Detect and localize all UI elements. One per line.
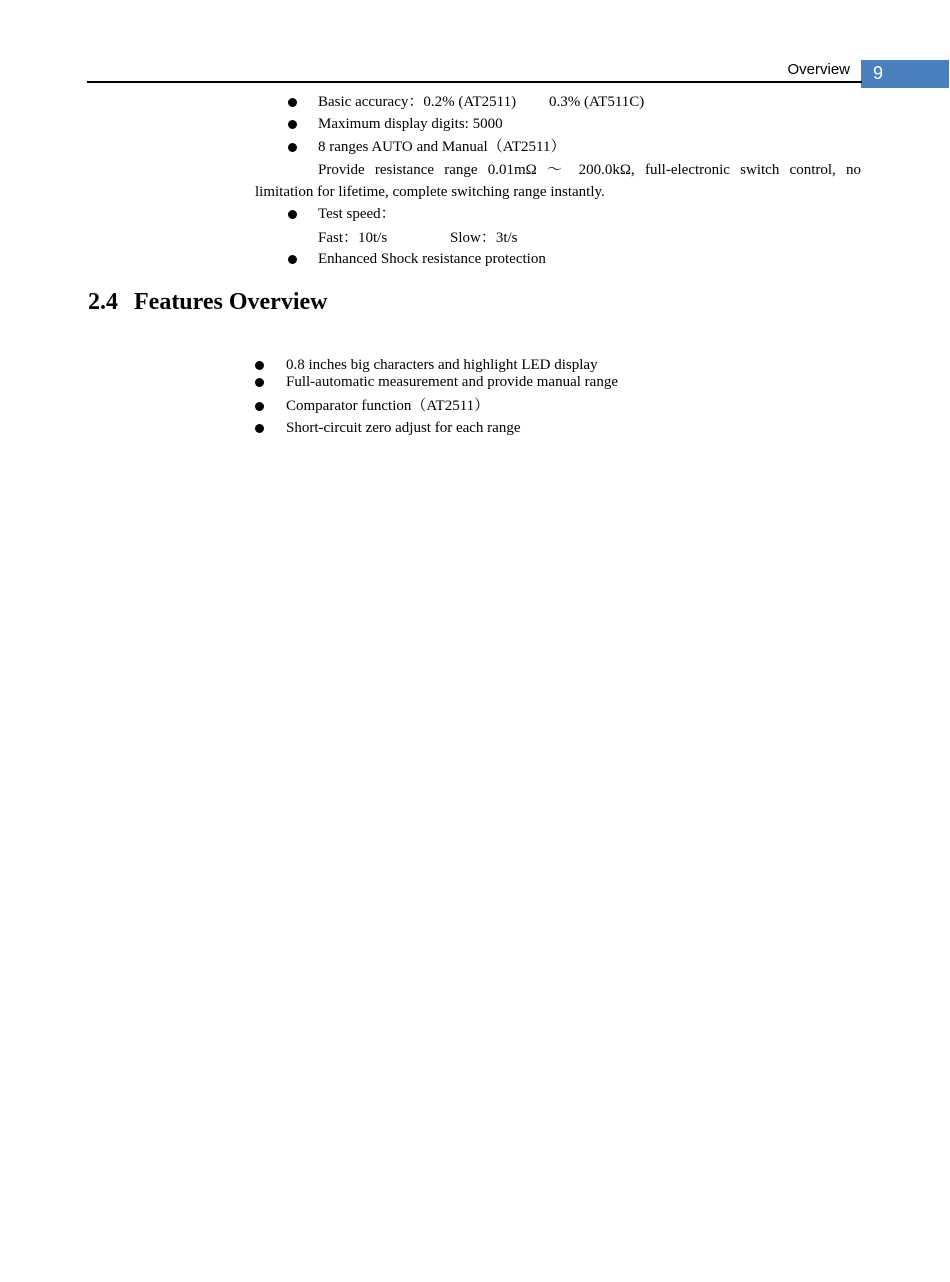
spec-digits: Maximum display digits: 5000 xyxy=(318,116,503,132)
section-title: Features Overview xyxy=(134,289,328,315)
section-number: 2.4 xyxy=(88,289,118,315)
spec-accuracy: Basic accuracy：0.2% (AT2511) xyxy=(318,94,517,110)
header-section-label: Overview xyxy=(787,61,850,78)
bullet-icon xyxy=(288,143,297,152)
bullet-icon xyxy=(255,361,264,370)
spec-ranges: 8 ranges AUTO and Manual（AT2511） xyxy=(318,139,566,155)
page-number: 9 xyxy=(873,63,884,83)
spec-speed-slow: Slow：3t/s xyxy=(450,230,518,246)
spec-accuracy-alt: 0.3% (AT511C) xyxy=(549,94,645,110)
spec-speed-fast: Fast：10t/s xyxy=(318,230,388,246)
spec-shock: Enhanced Shock resistance protection xyxy=(318,251,546,267)
bullet-icon xyxy=(288,98,297,107)
bullet-icon xyxy=(255,402,264,411)
feature-item: Short-circuit zero adjust for each range xyxy=(286,420,521,436)
bullet-icon xyxy=(288,210,297,219)
feature-item: 0.8 inches big characters and highlight LED display xyxy=(286,357,598,373)
page-number-tab xyxy=(861,60,949,88)
bullet-icon xyxy=(288,255,297,264)
header-rule xyxy=(87,81,862,83)
bullet-icon xyxy=(255,378,264,387)
spec-speed-label: Test speed： xyxy=(318,206,396,222)
bullet-icon xyxy=(288,120,297,129)
spec-resistance-line-1: Provide resistance range 0.01mΩ ～ 200.0kΩ, full-electronic switch control, no xyxy=(318,162,861,178)
section-heading xyxy=(88,285,328,319)
feature-item: Comparator function（AT2511） xyxy=(286,398,490,414)
spec-resistance-line-2: limitation for lifetime, complete switching range instantly. xyxy=(255,184,605,200)
bullet-icon xyxy=(255,424,264,433)
feature-item: Full-automatic measurement and provide manual range xyxy=(286,374,618,390)
